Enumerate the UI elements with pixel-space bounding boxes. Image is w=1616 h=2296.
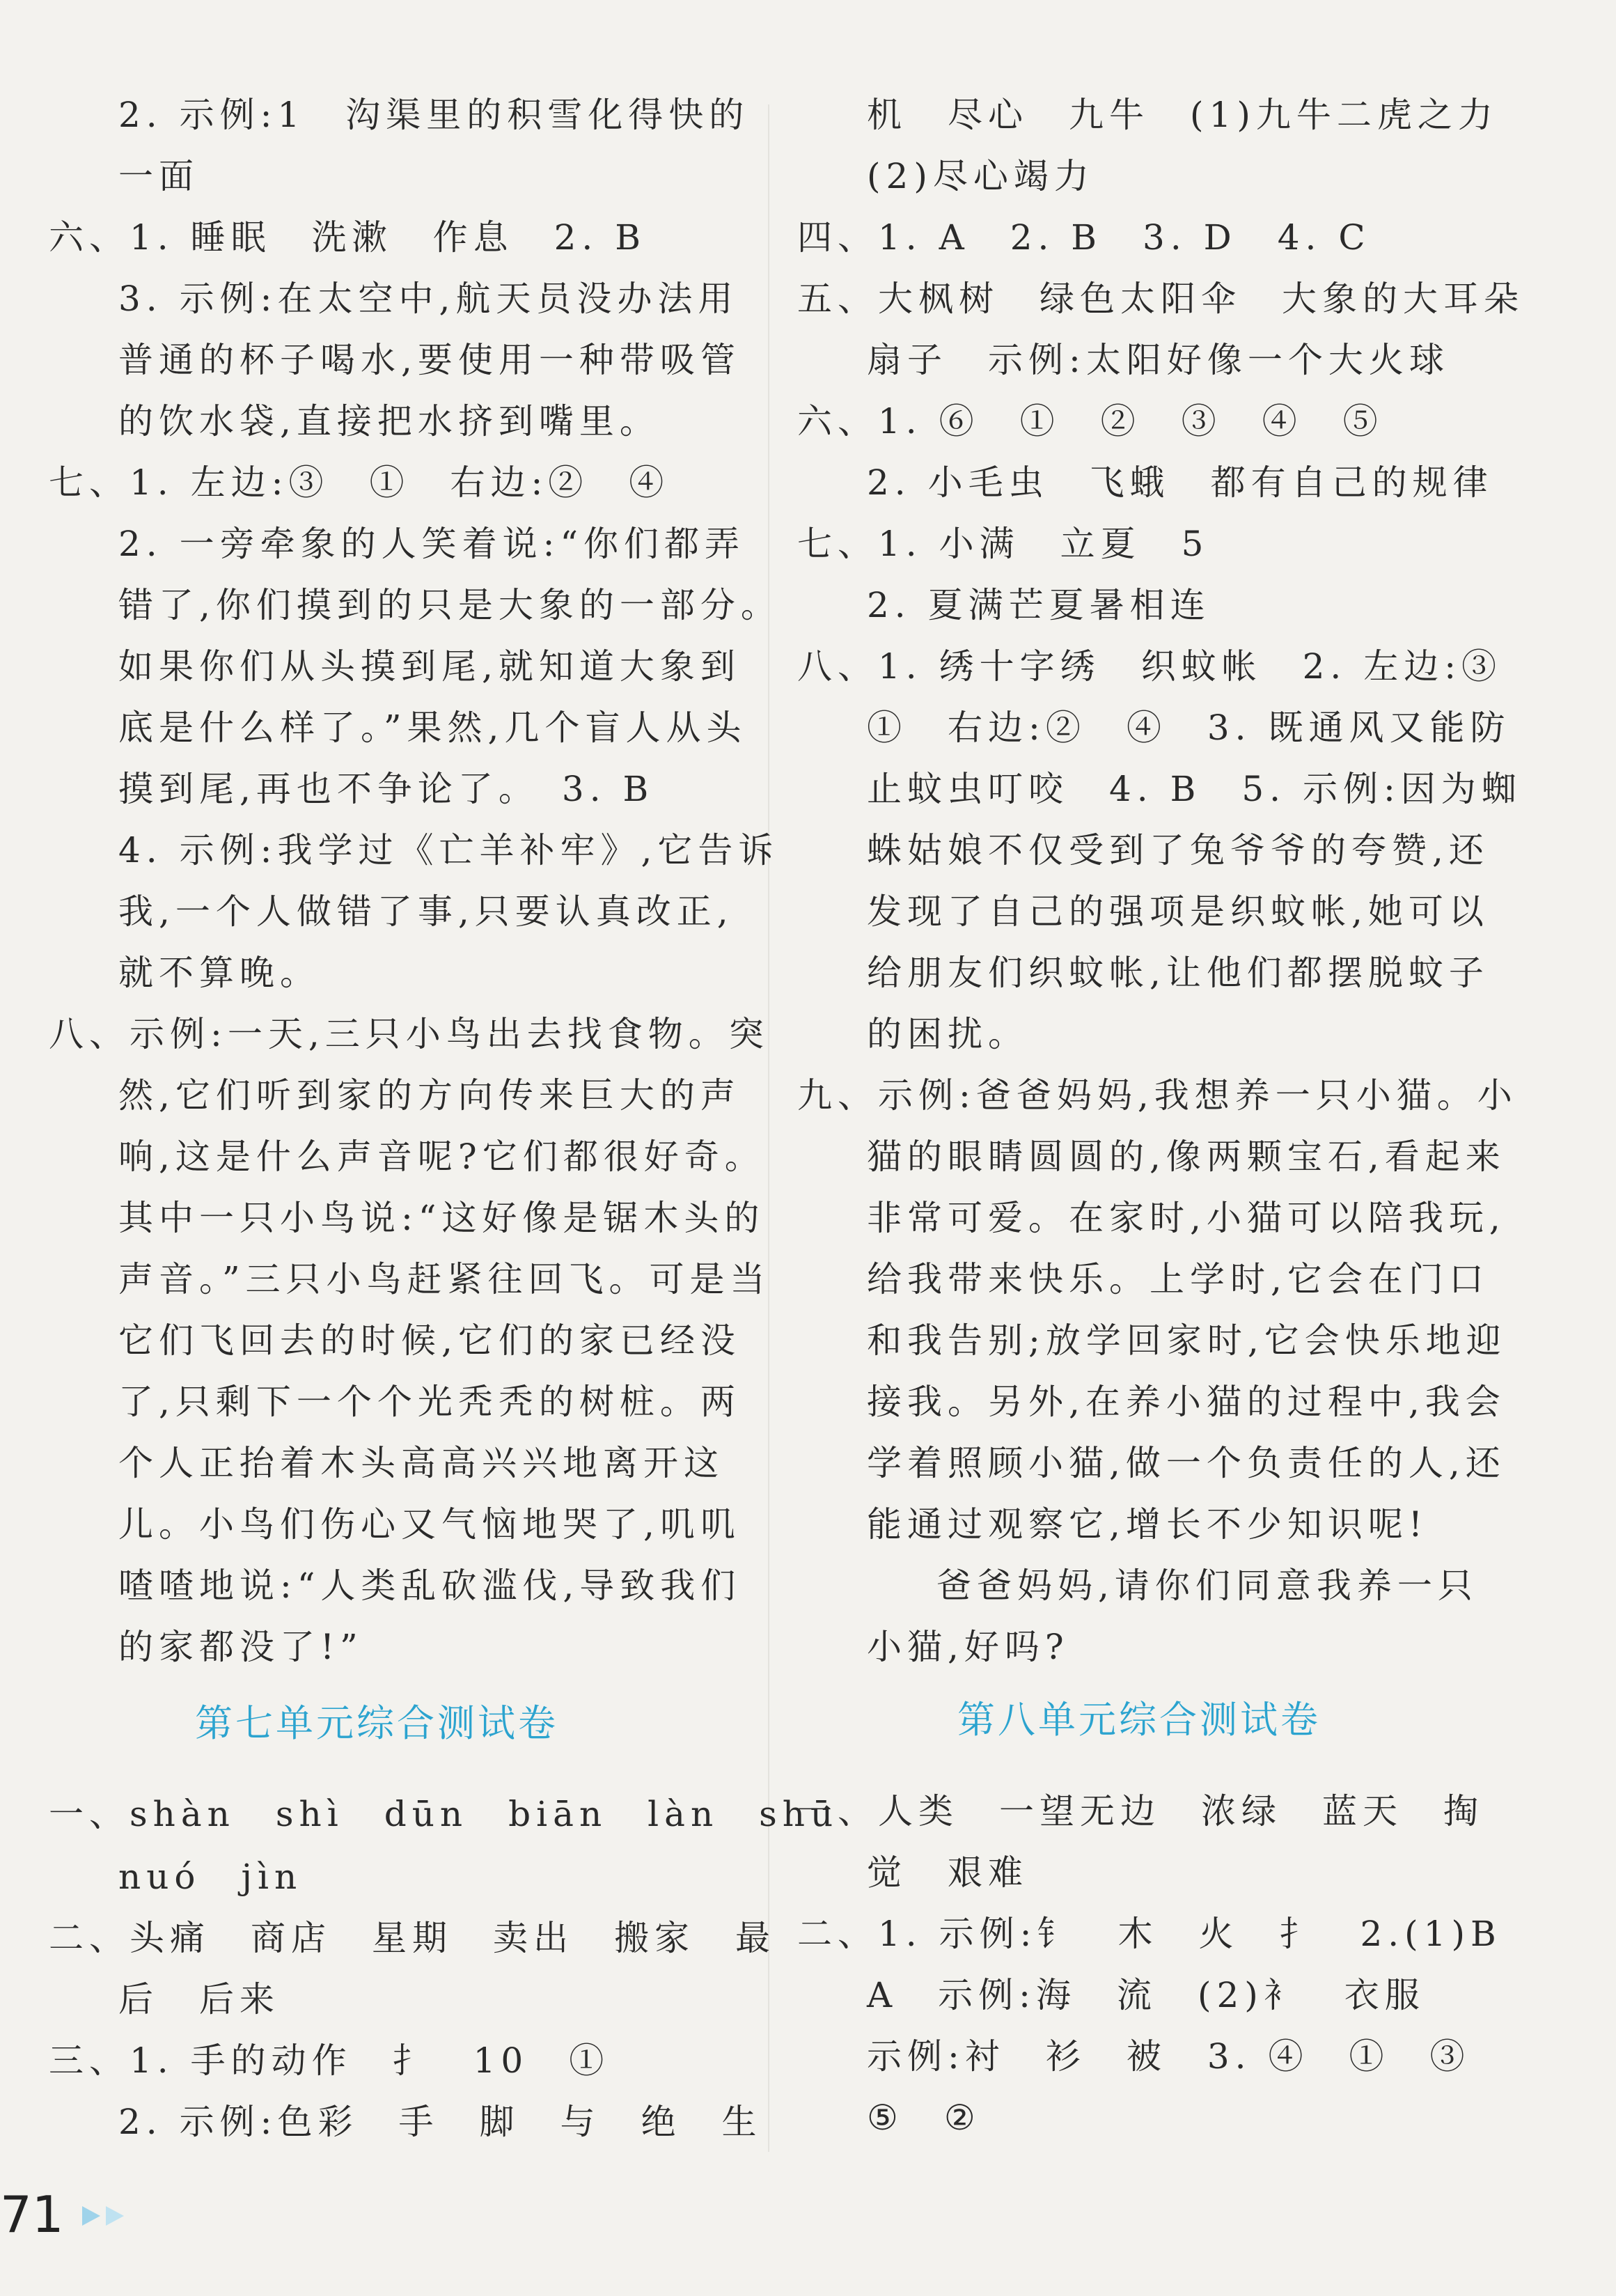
answer-line: 爸爸妈妈,请你们同意我养一只	[936, 1565, 1478, 1606]
answer-line: 非常可爱。在家时,小猫可以陪我玩,	[867, 1198, 1506, 1238]
answer-line: 一、人类 一望无边 浓绿 蓝天 掏	[797, 1791, 1484, 1832]
answer-line: 猫的眼睛圆圆的,像两颗宝石,看起来	[867, 1137, 1506, 1177]
answer-line: 儿。小鸟们伤心又气恼地哭了,叽叽	[118, 1504, 741, 1545]
answer-line: 个人正抬着木头高高兴兴地离开这	[118, 1443, 724, 1483]
answer-line: 一、shàn shì dūn biān làn shū	[49, 1794, 839, 1834]
answer-line: 2. 示例:色彩 手 脚 与 绝 生	[118, 2102, 762, 2142]
answer-line: 然,它们听到家的方向传来巨大的声	[118, 1075, 741, 1116]
answer-line: 我,一个人做错了事,只要认真改正,	[118, 891, 734, 932]
next-arrows-icon	[82, 2202, 145, 2230]
answer-line: 一面	[118, 156, 199, 196]
answer-line: 如果你们从头摸到尾,就知道大象到	[118, 646, 741, 687]
answer-line: 的家都没了!”	[118, 1627, 363, 1667]
answer-line: 4. 示例:我学过《亡羊补牢》,它告诉	[118, 830, 779, 870]
answer-line: 二、1. 示例:钅 木 火 扌 2.(1)B	[797, 1914, 1502, 1954]
answer-line: 五、大枫树 绿色太阳伞 大象的大耳朵	[797, 279, 1524, 319]
answer-line: 小猫,好吗?	[867, 1627, 1069, 1667]
answer-line: 九、示例:爸爸妈妈,我想养一只小猫。小	[797, 1075, 1518, 1116]
answer-line: 和我告别;放学回家时,它会快乐地迎	[867, 1320, 1507, 1361]
answer-line: 四、1. A 2. B 3. D 4. C	[797, 217, 1371, 258]
answer-line: 二、头痛 商店 星期 卖出 搬家 最	[49, 1918, 776, 1958]
answer-line: 摸到尾,再也不争论了。 3. B	[118, 769, 654, 809]
answer-line: 底是什么样了。”果然,几个盲人从头	[118, 708, 747, 748]
answer-line: 3. 示例:在太空中,航天员没办法用	[118, 279, 739, 319]
answer-line: 发现了自己的强项是织蚊帐,她可以	[867, 891, 1489, 932]
page-number: 71	[0, 2185, 64, 2244]
answer-line: 示例:衬 衫 被 3. ④ ① ③	[867, 2036, 1470, 2077]
answer-line: 给我带来快乐。上学时,它会在门口	[867, 1259, 1489, 1299]
answer-line: ⑤ ②	[867, 2098, 981, 2138]
answer-line: 蛛姑娘不仅受到了兔爷爷的夸赞,还	[867, 830, 1489, 870]
answer-line: ① 右边:② ④ 3. 既通风又能防	[867, 708, 1511, 748]
column-divider	[768, 104, 769, 2152]
answer-line: 扇子 示例:太阳好像一个大火球	[867, 340, 1450, 380]
answer-line: 普通的杯子喝水,要使用一种带吸管	[118, 340, 741, 380]
answer-line: 错了,你们摸到的只是大象的一部分。	[118, 585, 781, 625]
answer-line: 就不算晚。	[118, 953, 320, 993]
answer-line: 2. 夏满芒夏暑相连	[867, 585, 1211, 625]
unit8-heading: 第八单元综合测试卷	[957, 1698, 1321, 1742]
answer-line: 的困扰。	[867, 1014, 1028, 1054]
answer-line: 能通过观察它,增长不少知识呢!	[867, 1504, 1428, 1545]
answer-line: 2. 一旁牵象的人笑着说:“你们都弄	[118, 524, 746, 564]
answer-line: 六、1. ⑥ ① ② ③ ④ ⑤	[797, 401, 1383, 442]
answer-line: 给朋友们织蚊帐,让他们都摆脱蚊子	[867, 953, 1489, 993]
unit7-heading: 第七单元综合测试卷	[195, 1701, 558, 1745]
answer-line: 八、示例:一天,三只小鸟出去找食物。突	[49, 1014, 769, 1054]
answer-line: A 示例:海 流 (2)衤 衣服	[867, 1975, 1425, 2015]
answer-line: (2)尽心竭力	[867, 156, 1095, 196]
answer-line: 接我。另外,在养小猫的过程中,我会	[867, 1382, 1506, 1422]
answer-line: 学着照顾小猫,做一个负责任的人,还	[867, 1443, 1506, 1483]
answer-line: 喳喳地说:“人类乱砍滥伐,导致我们	[118, 1565, 742, 1606]
answer-line: 2. 小毛虫 飞蛾 都有自己的规律	[867, 462, 1493, 503]
answer-line: 机 尽心 九牛 (1)九牛二虎之力	[867, 95, 1498, 135]
answer-line: 七、1. 小满 立夏 5	[797, 524, 1209, 564]
answer-line: 声音。”三只小鸟赶紧往回飞。可是当	[118, 1259, 771, 1299]
answer-line: 八、1. 绣十字绣 织蚊帐 2. 左边:③	[797, 646, 1503, 687]
answer-line: 它们飞回去的时候,它们的家已经没	[118, 1320, 741, 1361]
answer-line: nuó jìn	[118, 1857, 303, 1897]
answer-line: 三、1. 手的动作 扌 10 ①	[49, 2040, 610, 2081]
answer-line: 后 后来	[118, 1979, 280, 2020]
answer-line: 止蚊虫叮咬 4. B 5. 示例:因为蜘	[867, 769, 1522, 809]
answer-line: 了,只剩下一个个光秃秃的树桩。两	[118, 1382, 741, 1422]
answer-line: 七、1. 左边:③ ① 右边:② ④	[49, 462, 670, 503]
answer-line: 响,这是什么声音呢?它们都很好奇。	[118, 1137, 765, 1177]
answer-line: 其中一只小鸟说:“这好像是锯木头的	[118, 1198, 765, 1238]
answer-line: 觉 艰难	[867, 1852, 1028, 1893]
answer-line: 的饮水袋,直接把水挤到嘴里。	[118, 401, 660, 442]
answer-line: 2. 示例:1 沟渠里的积雪化得快的	[118, 95, 750, 135]
answer-line: 六、1. 睡眠 洗漱 作息 2. B	[49, 217, 646, 258]
